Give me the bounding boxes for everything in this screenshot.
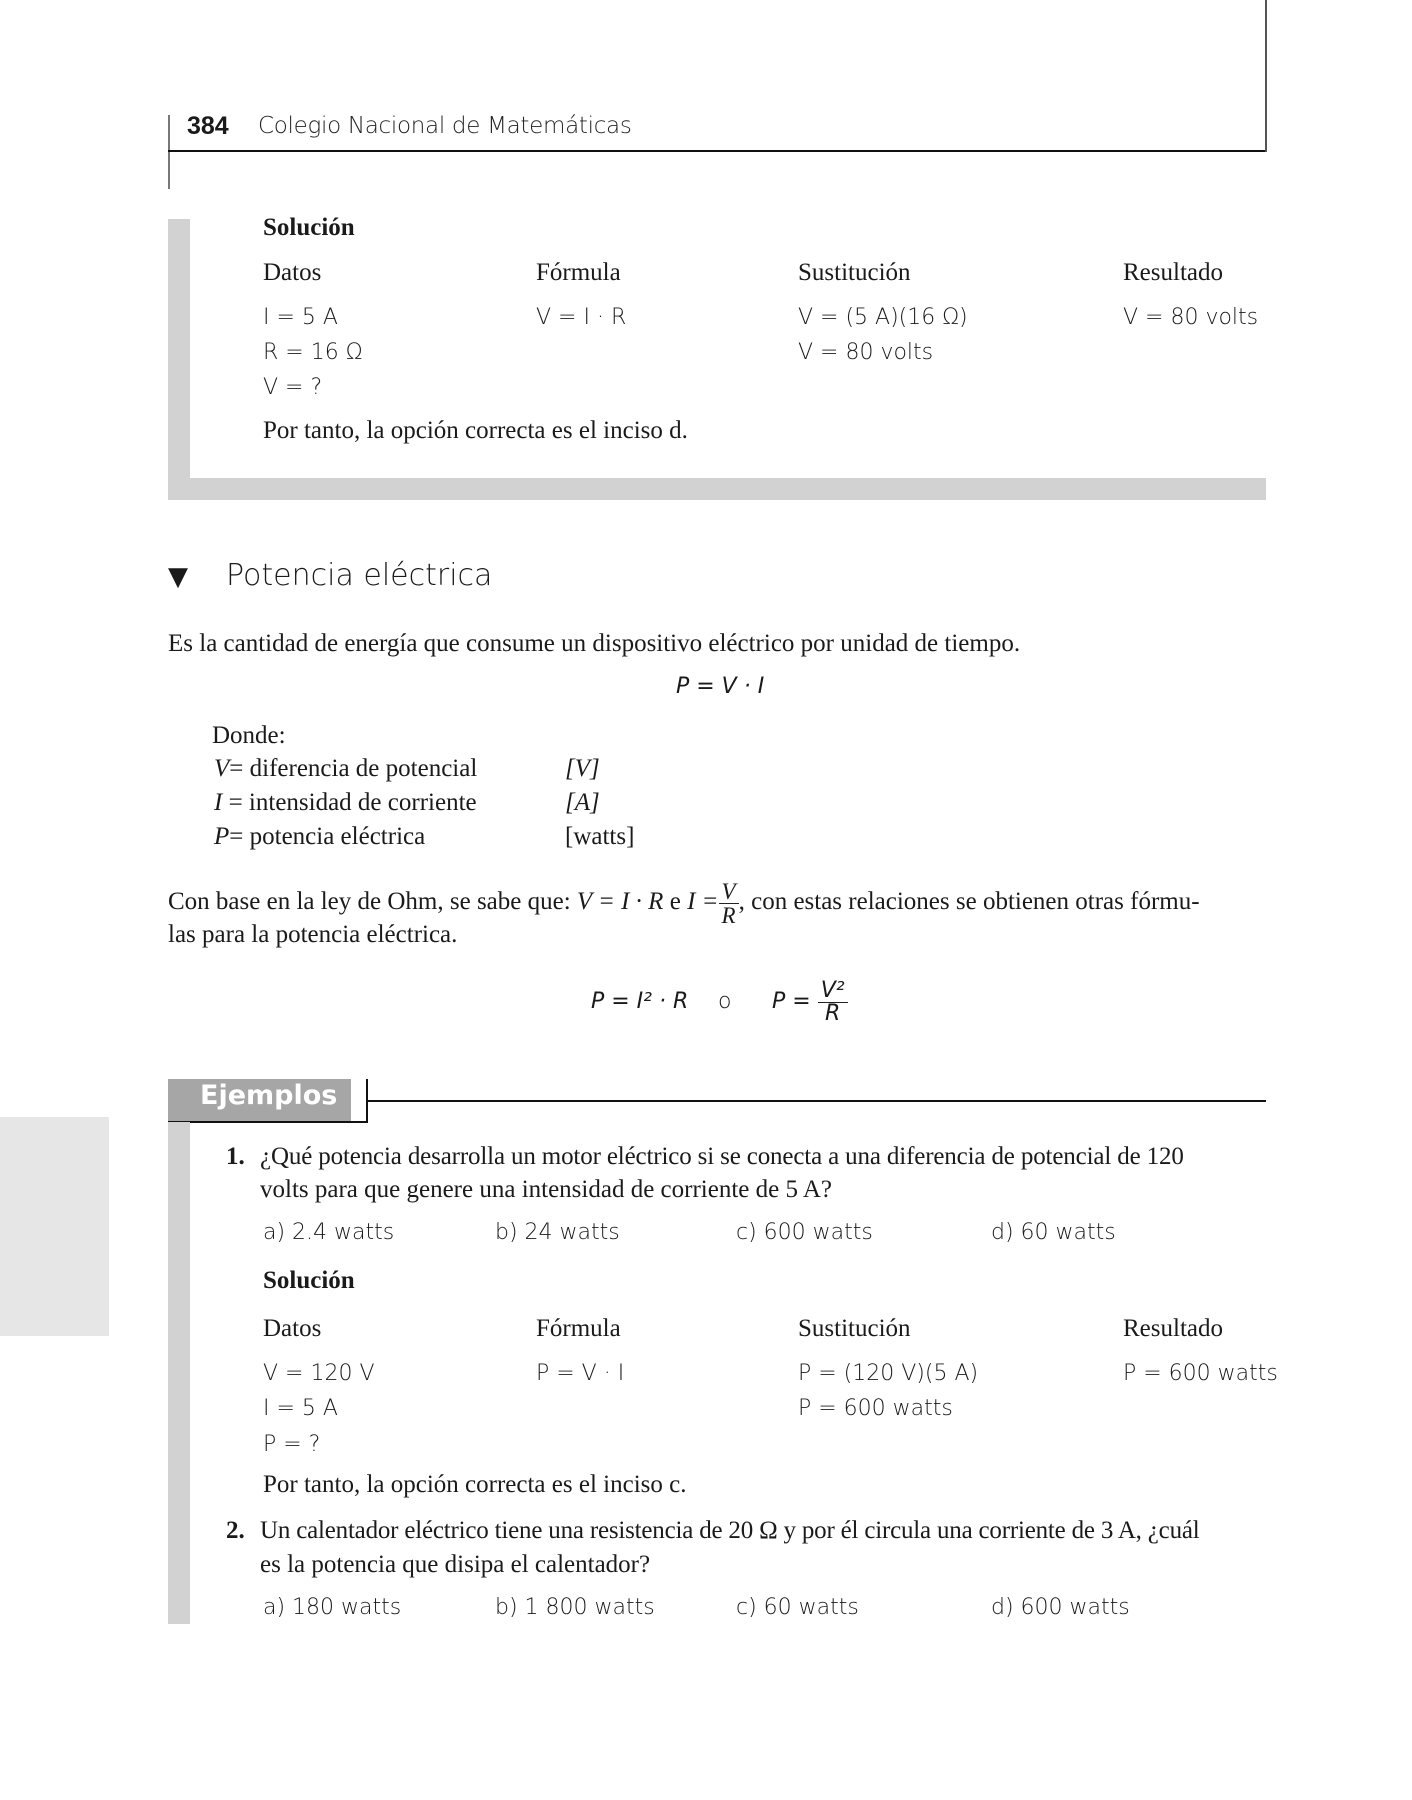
variable-symbol: V [214,755,230,782]
page-number: 384 [187,112,229,140]
solution-title: Solución [263,214,355,241]
answer-option-c[interactable]: c) 600 watts [736,1220,873,1245]
sustitucion-value: P = 600 watts [798,1396,953,1421]
sustitucion-value: P = (120 V)(5 A) [798,1361,979,1386]
section-bullet-triangle-icon: ▼ [168,562,188,592]
alt-formula-2-fraction [818,977,848,1026]
formula-value: P = V · I [536,1361,625,1386]
datos-value: P = ? [263,1432,321,1457]
column-header-sustitucion: Sustitución [798,259,911,286]
example-question-line-1: ¿Qué potencia desarrolla un motor eléctrico si se conecta a una diferencia de potencial de 120 [260,1143,1184,1170]
solution-conclusion: Por tanto, la opción correcta es el inciso c. [263,1471,687,1498]
page-right-border [1265,0,1267,152]
column-header-formula: Fórmula [536,259,621,286]
example-question-line-2: volts para que genere una intensidad de corriente de 5 A? [260,1176,832,1203]
variable-description: = diferencia de potencial [229,755,478,782]
column-header-resultado: Resultado [1123,1315,1223,1342]
header-rule [168,150,1267,152]
margin-thumb-block [0,1117,109,1336]
ohm-equation: V = I · R [576,888,664,915]
fraction-numerator: V [719,880,739,904]
resultado-value: P = 600 watts [1123,1361,1278,1386]
alt-formula-2 [772,970,848,1034]
solution-frame-bottom [168,478,1266,500]
column-header-sustitucion: Sustitución [798,1315,911,1342]
answer-option-a[interactable]: a) 2.4 watts [263,1220,395,1245]
formula-value: V = I · R [536,305,627,330]
variable-description: = potencia eléctrica [229,823,426,850]
alt-formula-2-lhs: P = [772,989,811,1014]
variable-unit: [V] [565,755,600,782]
examples-divider [367,1100,1266,1102]
alt-formula-1: P = I² · R [591,989,689,1014]
answer-option-d[interactable]: d) 600 watts [991,1595,1130,1620]
answer-option-b[interactable]: b) 24 watts [495,1220,620,1245]
fraction-numerator: V² [818,980,848,1003]
sustitucion-value: V = (5 A)(16 Ω) [798,305,968,330]
examples-tab-bottom-line [168,1121,368,1123]
sustitucion-value: V = 80 volts [798,340,934,365]
book-title: Colegio Nacional de Matemáticas [258,113,632,139]
ohm-fraction [719,880,739,927]
fraction-denominator: R [721,902,736,928]
ohm-paragraph-line-2: las para la potencia eléctrica. [168,921,458,948]
variable-symbol: I [214,789,223,816]
solution-frame-left [168,219,190,500]
ohm-text: Con base en la ley de Ohm, se sabe que: [168,888,577,915]
variable-row [214,823,425,851]
column-header-formula: Fórmula [536,1315,621,1342]
column-header-datos: Datos [263,1315,322,1342]
ohm-equation-lhs: I = [687,888,719,915]
resultado-value: V = 80 volts [1123,305,1259,330]
answer-option-c[interactable]: c) 60 watts [736,1595,859,1620]
datos-value: I = 5 A [263,305,338,330]
variable-unit: [watts] [565,823,635,850]
ohm-text: , con estas relaciones se obtienen otras fórmu- [738,888,1200,915]
section-definition: Es la cantidad de energía que consume un dispositivo eléctrico por unidad de tiempo. [168,630,1021,657]
main-formula: P = V · I [676,674,765,699]
datos-value: V = 120 V [263,1361,375,1386]
fraction-denominator: R [824,1000,841,1026]
section-title: Potencia eléctrica [226,558,493,593]
datos-value: I = 5 A [263,1396,338,1421]
alt-formula-separator: o [718,989,732,1014]
where-label: Donde: [212,722,286,749]
examples-tab-label: Ejemplos [200,1080,338,1111]
solution-title: Solución [263,1267,355,1294]
header-left-rule [168,115,170,189]
solution-conclusion: Por tanto, la opción correcta es el inciso d. [263,417,688,444]
column-header-datos: Datos [263,259,322,286]
example-number: 1. [226,1143,245,1170]
variable-unit: [A] [565,789,600,816]
answer-option-b[interactable]: b) 1 800 watts [495,1595,655,1620]
example-number: 2. [226,1517,245,1544]
datos-value: R = 16 Ω [263,340,363,365]
answer-option-d[interactable]: d) 60 watts [991,1220,1116,1245]
variable-row [214,789,477,817]
example-question-line-1: Un calentador eléctrico tiene una resistencia de 20 Ω y por él circula una corriente de 3 A, ¿cuál [260,1517,1200,1544]
variable-symbol: P [214,823,230,850]
variable-row [214,755,477,783]
column-header-resultado: Resultado [1123,259,1223,286]
example-question-line-2: es la potencia que disipa el calentador? [260,1551,651,1578]
datos-value: V = ? [263,375,323,400]
variable-description: = intensidad de corriente [222,789,477,816]
examples-frame-left [168,1122,190,1624]
ohm-conjunction: e [663,888,688,915]
answer-option-a[interactable]: a) 180 watts [263,1595,402,1620]
